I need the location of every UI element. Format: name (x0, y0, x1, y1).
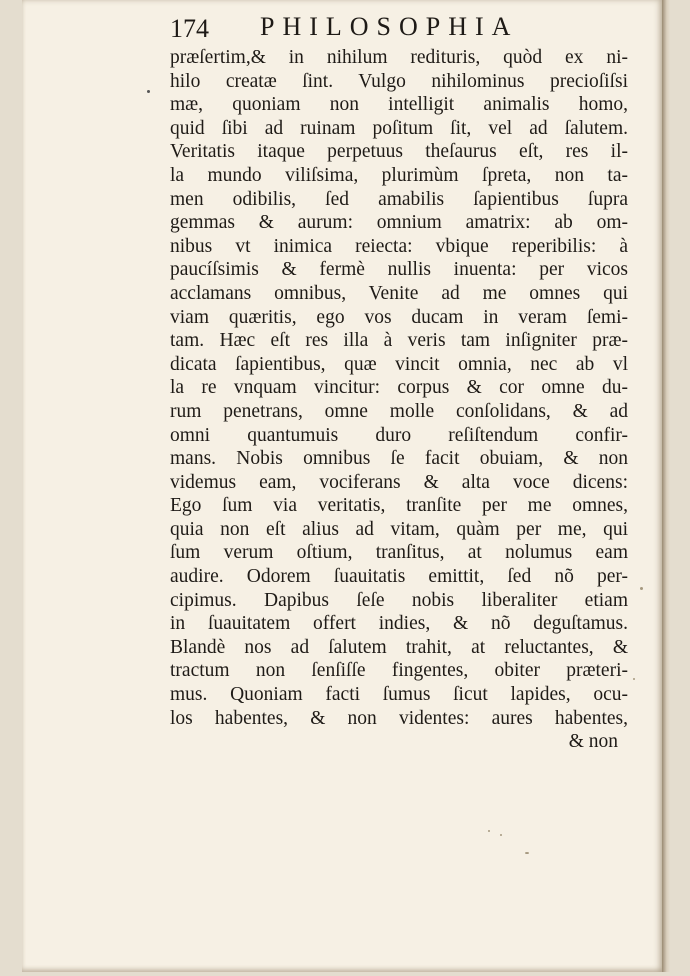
text-line: mans. Nobis omnibus ſe facit obuiam, & non (170, 448, 628, 470)
text-line: tam. Hæc eſt res illa à veris tam inſigniter præ- (170, 330, 628, 352)
text-line: videmus eam, vociferans & alta voce dicens: (170, 471, 628, 493)
text-line: paucíſsimis & fermè nullis inuenta: per vicos (170, 259, 628, 281)
text-line: acclamans omnibus, Venite ad me omnes qui (170, 282, 628, 304)
text-line: viam quæritis, ego vos ducam in veram ſemi- (170, 306, 628, 328)
text-line: cipimus. Dapibus ſeſe nobis liberaliter etiam (170, 589, 628, 611)
text-line: men odibilis, ſed amabilis ſapientibus ſupra (170, 188, 628, 210)
paper-speck (640, 587, 643, 590)
text-line: quid ſibi ad ruinam poſitum ſit, vel ad ſalutem. (170, 117, 628, 139)
paper-speck (633, 678, 635, 680)
text-line: rum penetrans, omne molle conſolidans, & ad (170, 400, 628, 422)
paper-speck (500, 834, 502, 836)
text-line: la re vnquam vincitur: corpus & cor omne du- (170, 377, 628, 399)
text-line: los habentes, & non videntes: aures habentes, (170, 707, 628, 729)
text-line: hilo creatæ ſint. Vulgo nihilominus precioſiſsi (170, 70, 628, 92)
paper-speck (525, 852, 529, 854)
catchword: & non (568, 731, 618, 753)
text-line: Veritatis itaque perpetuus theſaurus eſt, res il- (170, 141, 628, 163)
text-line: tractum non ſenſiſſe fingentes, obiter præteri- (170, 660, 628, 682)
page-number: 174 (170, 14, 209, 43)
text-line: omni quantumuis duro reſiſtendum confir- (170, 424, 628, 446)
text-line: præſertim,& in nihilum redituris, quòd ex ni- (170, 47, 628, 68)
body-text (170, 46, 628, 754)
text-line: quia non eſt alius ad vitam, quàm per me, qui (170, 518, 628, 540)
running-head: PHILOSOPHIA (260, 12, 519, 41)
text-line: dicata ſapientibus, quæ vincit omnia, nec ab vl (170, 353, 628, 375)
text-line: in ſuauitatem offert indies, & nõ deguſtamus. (170, 613, 628, 635)
page-header (170, 12, 640, 46)
text-line: la mundo viliſsima, plurimùm ſpreta, non ta- (170, 164, 628, 186)
text-line: mæ, quoniam non intelligit animalis homo, (170, 94, 628, 116)
text-line: nibus vt inimica reiecta: vbique reperibilis: à (170, 235, 628, 257)
book-gutter (662, 0, 670, 972)
text-line: ſum verum oſtium, tranſitus, at nolumus eam (170, 542, 628, 564)
text-line: Ego ſum via veritatis, tranſite per me omnes, (170, 495, 628, 517)
text-line: mus. Quoniam facti ſumus ſicut lapides, ocu- (170, 684, 628, 706)
text-line: gemmas & aurum: omnium amatrix: ab om- (170, 212, 628, 234)
text-line: audire. Odorem ſuauitatis emittit, ſed nõ per- (170, 566, 628, 588)
text-line: Blandè nos ad ſalutem trahit, at reluctantes, & (170, 636, 628, 658)
paper-speck (488, 830, 490, 832)
margin-mark (147, 90, 150, 93)
